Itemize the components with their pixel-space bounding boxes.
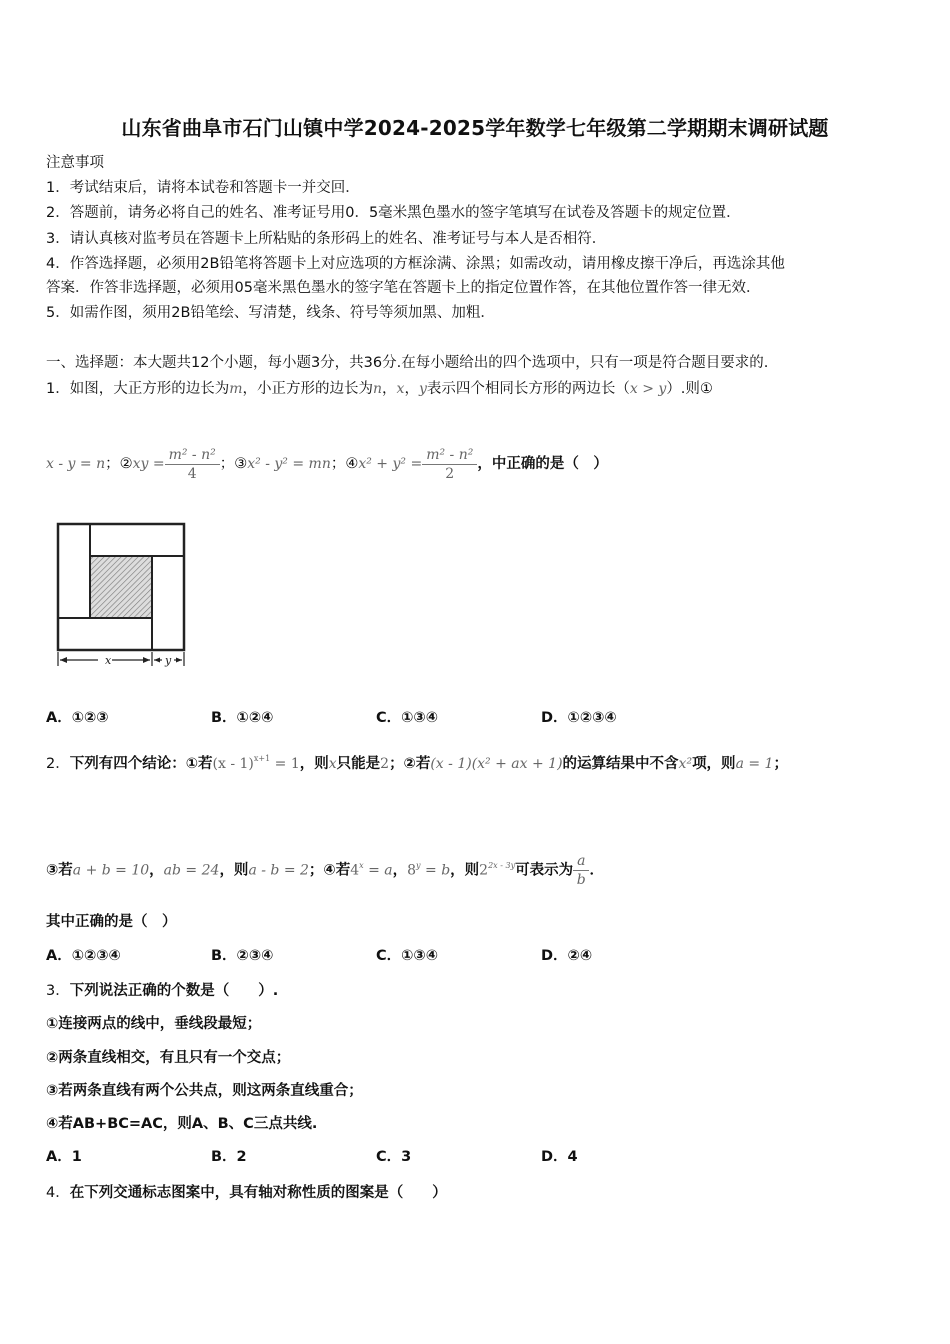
q1-formula-3: x² - y² = mn [247,456,331,472]
q2-x: x [328,756,337,772]
q2-g4-right: = a [363,862,393,879]
notice-item-2: 2．答题前，请务必将自己的姓名、准考证号用0．5毫米黑色墨水的签字笔填写在试卷及答题卡的规定位置． [46,205,741,221]
q1-option-b[interactable]: B．①②④ [211,710,274,726]
q2-g4-exp: x [359,860,364,870]
q2-formula-3: x² [678,756,693,772]
q2-g6: 2 [479,862,489,879]
q3-option-d[interactable]: D．4 [541,1149,578,1165]
q2-text-5: 的运算结果中不含 [562,756,679,772]
q1-f2-denominator: 4 [187,465,197,482]
q3-item-4: ④若AB+BC=AC，则A、B、C三点共线. [46,1116,318,1132]
q1-f4-numerator: m² - n² [422,446,477,465]
q1-fig-label-x: x [105,654,112,667]
notice-item-3: 3．请认真核对监考员在答题卡上所粘贴的条形码上的姓名、准考证号与本人是否相符． [46,231,607,247]
q1-text-4: ）.则① [666,381,713,397]
q1-formulas [46,444,608,484]
section-heading: 一、选择题：本大题共12个小题，每小题3分，共36分.在每小题给出的四个选项中，只有一项是符合题目要求的. [46,355,769,371]
q2-formula-1: (x - 1) [212,756,254,772]
notice-item-4: 4．作答选择题，必须用2B铅笔将答题卡上对应选项的方框涂满、涂黑；如需改动，请用橡皮擦干净后，再选涂其他 [46,256,785,272]
q3-option-c[interactable]: C．3 [376,1149,412,1165]
q4-stem-text: 在下列交通标志图案中，具有轴对称性质的图案是（ ） [69,1185,447,1201]
q2-text-7: ； [773,756,788,772]
q2-two: 2 [380,756,390,772]
q2-l2-text-b: ， [149,862,164,879]
q2-ask: 其中正确的是（ ） [46,914,177,930]
q2-g3: a - b = 2 [248,862,309,879]
q2-option-b[interactable]: B．②③④ [211,948,274,964]
q2-l2-text-h: ． [589,862,604,879]
q2-stem-line-1 [46,752,788,773]
q1-text-2: ，小正方形的边长为 [242,381,374,397]
q1-comma-1: ， [382,381,397,397]
q2-formula-1-exp: x+1 [253,754,271,763]
q1-option-a[interactable]: A．①②③ [46,710,109,726]
q3-item-1: ①连接两点的线中，垂线段最短； [46,1016,262,1032]
page-title: 山东省曲阜市石门山镇中学2024-2025学年数学七年级第二学期期末调研试题 [121,116,829,140]
q1-text-1: 如图，大正方形的边长为 [69,381,230,397]
q2-g1: a + b = 10 [72,862,150,879]
notice-heading: 注意事项 [46,155,104,171]
q2-text-3: 只能是 [336,756,381,772]
q4-stem [46,1181,447,1202]
q2-g5-right: = b [420,862,451,879]
q1-text-3: 表示四个相同长方形的两边长（ [426,381,630,397]
q1-square-figure [52,518,194,672]
notice-item-1: 1．考试结束后，请将本试卷和答题卡一并交回． [46,180,360,196]
q2-fraction [573,852,589,889]
q2-l2-text-g: 可表示为 [515,862,574,879]
q2-option-c[interactable]: C．①③④ [376,948,438,964]
q2-option-a[interactable]: A．①②③④ [46,948,121,964]
q1-f4-denominator: 2 [445,465,455,482]
q2-formula-1-right: = 1 [270,756,300,772]
q2-g4: 4 [350,862,360,879]
q3-stem [46,979,278,1000]
q1-y: y [418,381,427,397]
q2-g2: ab = 24 [163,862,220,879]
q4-number: 4． [46,1185,70,1201]
notice-item-4-cont: 答案．作答非选择题，必须用05毫米黑色墨水的签字笔在答题卡上的指定位置作答，在其他位置作答一律无效． [46,280,761,296]
q2-l2-text-c: ，则 [219,862,249,879]
notice-item-5: 5．如需作图，须用2B铅笔绘、写清楚，线条、符号等须加黑、加粗． [46,305,495,321]
q1-x: x [396,381,405,397]
q1-condition: x > y [629,381,667,397]
q1-sep-3: ；④ [330,456,359,472]
q1-fig-label-y: y [165,654,172,667]
q1-formula-1: x - y = n [46,456,106,472]
q1-stem [46,377,713,398]
q2-g5-exp: y [416,860,421,870]
q2-fraction-numerator: a [573,852,589,871]
q2-l2-text-f: ，则 [450,862,480,879]
q1-formula-4-fraction [422,446,477,483]
q1-option-d[interactable]: D．①②③④ [541,710,617,726]
q2-option-d[interactable]: D．②④ [541,948,593,964]
q2-l2-text-d: ；④若 [308,862,351,879]
q2-text-4: ；②若 [389,756,431,772]
q2-formula-4: a = 1 [735,756,774,772]
q1-formula-2-left: xy = [132,456,165,472]
q2-text-6: 项，则 [692,756,736,772]
q1-option-c[interactable]: C．①③④ [376,710,438,726]
q2-fraction-denominator: b [576,872,586,888]
q2-text-1: 下列有四个结论：①若 [69,756,213,772]
q2-number: 2． [46,756,70,772]
q1-n: n [373,381,383,397]
q1-formula-4-left: x² + y² = [358,456,423,472]
q2-text-2: ，则 [299,756,329,772]
q3-item-3: ③若两条直线有两个公共点，则这两条直线重合； [46,1083,363,1099]
q3-stem-text: 下列说法正确的个数是（ ）. [69,983,279,999]
q1-m: m [229,381,243,397]
q2-g6-exp: 2x - 3y [488,860,516,870]
q1-f2-numerator: m² - n² [165,446,220,465]
q3-option-b[interactable]: B．2 [211,1149,247,1165]
q1-number: 1． [46,381,70,397]
q1-sep-2: ；③ [219,456,248,472]
q1-sep-1: ；② [105,456,133,472]
q2-l2-text-a: ③若 [46,862,73,879]
q3-number: 3． [46,983,70,999]
q2-l2-text-e: ， [392,862,408,879]
q1-comma-2: ， [404,381,419,397]
q2-g5: 8 [407,862,417,879]
q3-option-a[interactable]: A．1 [46,1149,82,1165]
q1-formula-2-fraction [165,446,220,483]
q2-stem-line-2 [46,852,604,889]
q3-item-2: ②两条直线相交，有且只有一个交点； [46,1050,291,1066]
q2-formula-2: (x - 1)(x² + ax + 1) [430,756,563,772]
q1-sep-4: ，中正确的是（ ） [477,456,608,472]
